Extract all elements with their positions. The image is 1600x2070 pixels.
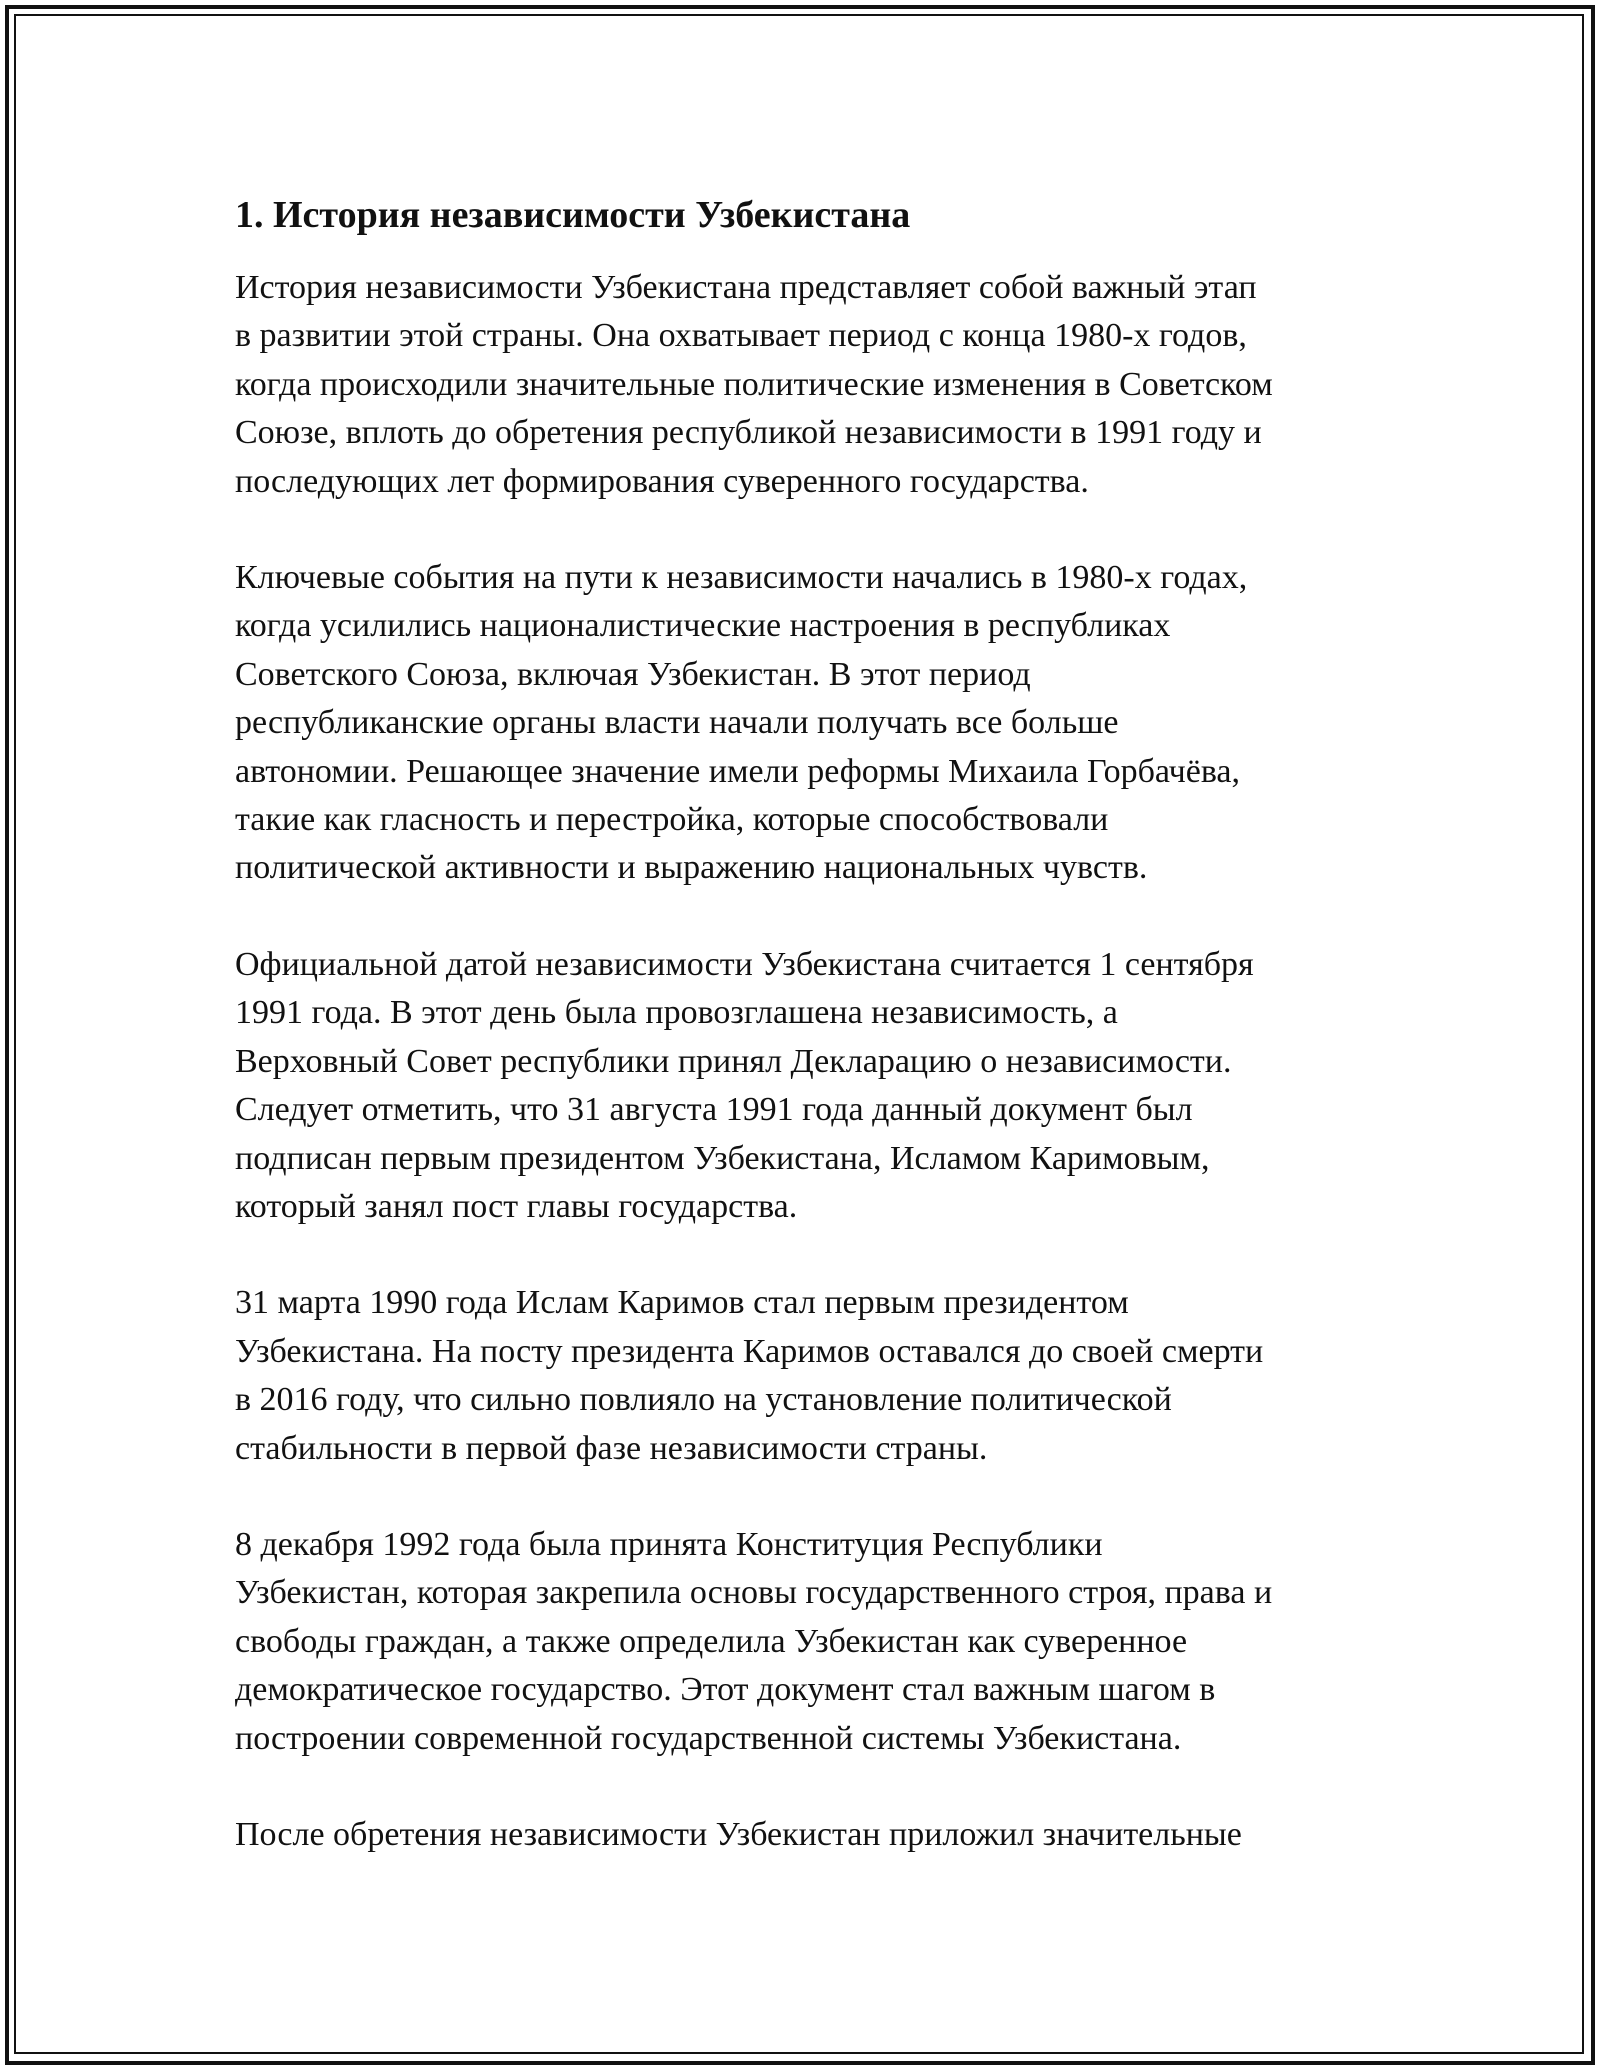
paragraph-line: Следует отметить, что 31 августа 1991 года данный документ был	[235, 1091, 1193, 1129]
paragraph-line: последующих лет формирования суверенного государства.	[235, 462, 1089, 500]
paragraph-line: подписан первым президентом Узбекистана, Исламом Каримовым,	[235, 1139, 1210, 1177]
section-heading: 1. История независимости Узбекистана	[235, 194, 911, 236]
paragraph-line: свободы граждан, а также определила Узбекистан как суверенное	[235, 1622, 1188, 1660]
paragraph-line: Союзе, вплоть до обретения республикой независимости в 1991 году и	[235, 414, 1262, 452]
document-page	[235, 188, 1385, 1907]
paragraph-line: демократическое государство. Этот документ стал важным шагом в	[235, 1671, 1216, 1709]
paragraph-line: автономии. Решающее значение имели реформы Михаила Горбачёва,	[235, 752, 1241, 790]
paragraph-6	[235, 1811, 1385, 1859]
paragraph-3	[235, 941, 1385, 1231]
paragraph-line: Официальной датой независимости Узбекистана считается 1 сентября	[235, 945, 1254, 983]
paragraph-line: такие как гласность и перестройка, которые способствовали	[235, 801, 1109, 839]
paragraph-line: республиканские органы власти начали получать все больше	[235, 704, 1119, 742]
paragraph-line: 8 декабря 1992 года была принята Конституция Республики	[235, 1525, 1103, 1563]
paragraph-line: Ключевые события на пути к независимости начались в 1980-х годах,	[235, 559, 1248, 597]
paragraph-line: После обретения независимости Узбекистан приложил значительные	[235, 1815, 1242, 1853]
paragraph-line: когда усилились националистические настроения в республиках	[235, 607, 1171, 645]
paragraph-line: когда происходили значительные политические изменения в Советском	[235, 365, 1273, 403]
paragraph-line: Советского Союза, включая Узбекистан. В этот период	[235, 655, 1031, 693]
paragraph-line: в развитии этой страны. Она охватывает период с конца 1980-х годов,	[235, 317, 1247, 355]
paragraph-line: Узбекистана. На посту президента Каримов оставался до своей смерти	[235, 1332, 1264, 1370]
paragraph-5	[235, 1521, 1385, 1763]
paragraph-line: стабильности в первой фазе независимости страны.	[235, 1429, 988, 1467]
paragraph-2	[235, 554, 1385, 893]
paragraph-4	[235, 1279, 1385, 1473]
paragraph-line: который занял пост главы государства.	[235, 1187, 798, 1225]
paragraph-line: Узбекистан, которая закрепила основы государственного строя, права и	[235, 1574, 1273, 1612]
paragraph-1	[235, 264, 1385, 506]
paragraph-line: 1991 года. В этот день была провозглашена независимость, а	[235, 994, 1118, 1032]
paragraph-line: в 2016 году, что сильно повлияло на установление политической	[235, 1381, 1172, 1419]
paragraph-line: построении современной государственной системы Узбекистана.	[235, 1719, 1182, 1757]
paragraph-line: 31 марта 1990 года Ислам Каримов стал первым президентом	[235, 1284, 1129, 1322]
paragraph-line: политической активности и выражению национальных чувств.	[235, 849, 1148, 887]
paragraph-line: История независимости Узбекистана представляет собой важный этап	[235, 269, 1257, 306]
paragraph-line: Верховный Совет республики принял Декларацию о независимости.	[235, 1042, 1232, 1080]
